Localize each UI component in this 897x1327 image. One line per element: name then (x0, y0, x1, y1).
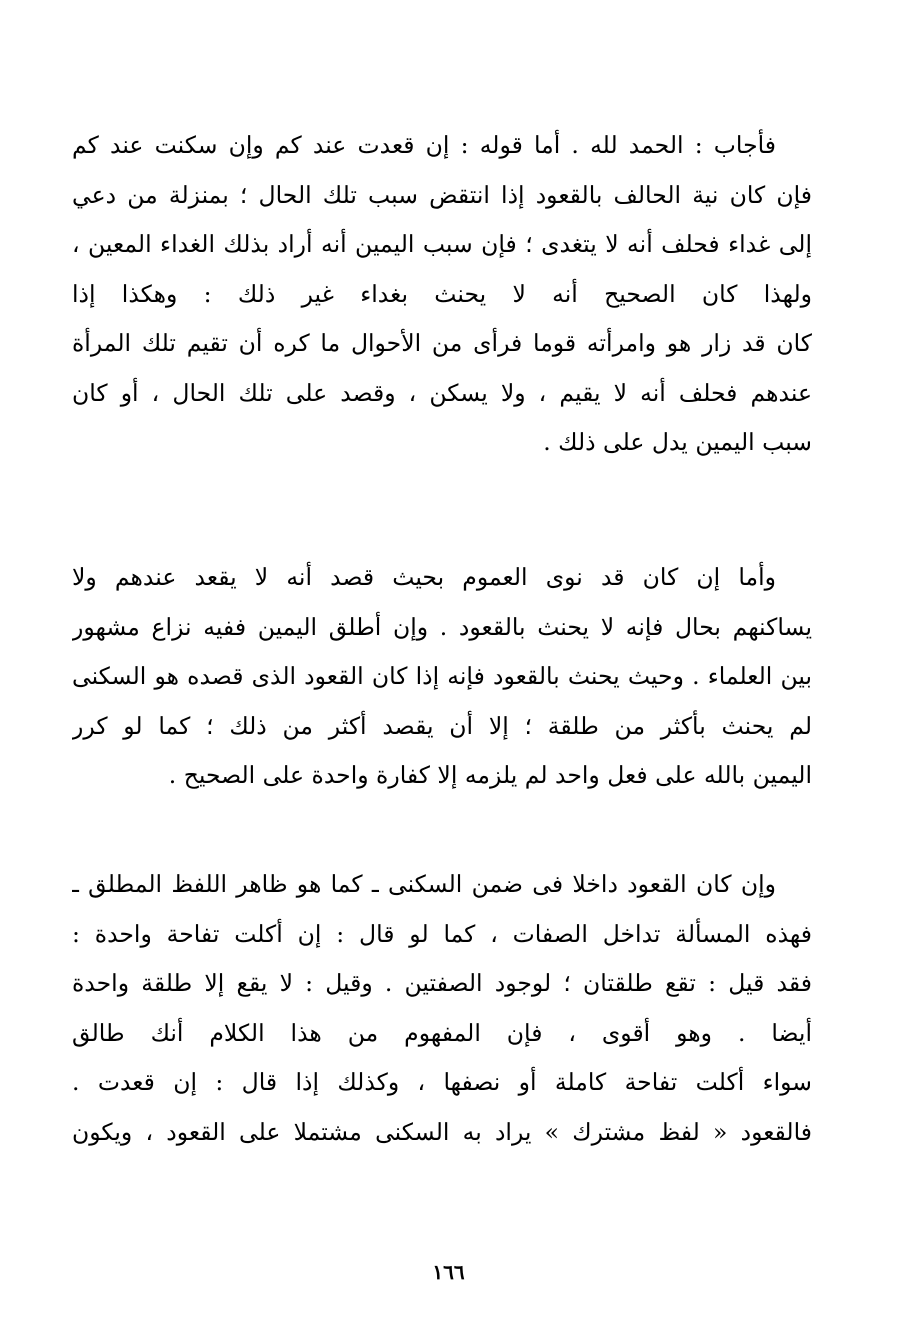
text-line: سبب اليمين يدل على ذلك . (543, 428, 812, 456)
text-line: كان قد زار هو وامرأته قوما فرأى من الأحوال ما كره أن تقيم تلك المرأة (72, 329, 812, 357)
paragraph-3 (72, 860, 812, 1157)
text-line: إلى غداء فحلف أنه لا يتغدى ؛ فإن سبب اليمين أنه أراد بذلك الغداء المعين ، (72, 230, 812, 258)
text-line: ولهذا كان الصحيح أنه لا يحنث بغداء غير ذلك : وهكذا إذا (72, 279, 812, 308)
text-line: فهذه المسألة تداخل الصفات ، كما لو قال : إن أكلت تفاحة واحدة : (72, 919, 812, 948)
text-line: وأما إن كان قد نوى العموم بحيث قصد أنه لا يقعد عندهم ولا (72, 563, 776, 591)
text-line: فقد قيل : تقع طلقتان ؛ لوجود الصفتين . وقيل : لا يقع إلا طلقة واحدة (72, 969, 812, 997)
paragraph-2 (72, 553, 812, 801)
text-line: عندهم فحلف أنه لا يقيم ، ولا يسكن ، وقصد على تلك الحال ، أو كان (72, 378, 812, 407)
text-line: أيضا . وهو أقوى ، فإن المفهوم من هذا الكلام أنك طالق (72, 1018, 812, 1047)
text-line: فإن كان نية الحالف بالقعود إذا انتقض سبب تلك الحال ؛ بمنزلة من دعي (72, 180, 812, 209)
text-line: سواء أكلت تفاحة كاملة أو نصفها ، وكذلك إذا قال : إن قعدت . (72, 1068, 812, 1096)
text-line: فالقعود « لفظ مشترك » يراد به السكنى مشتملا على القعود ، ويكون (72, 1117, 812, 1146)
text-line: اليمين بالله على فعل واحد لم يلزمه إلا كفارة واحدة على الصحيح . (168, 761, 812, 789)
paragraph-1 (72, 121, 812, 468)
page-number: ١٦٦ (432, 1260, 465, 1284)
text-line: بين العلماء . وحيث يحنث بالقعود فإنه إذا كان القعود الذى قصده هو السكنى (72, 662, 812, 690)
text-line: يساكنهم بحال فإنه لا يحنث بالقعود . وإن أطلق اليمين ففيه نزاع مشهور (72, 612, 812, 641)
text-line: لم يحنث بأكثر من طلقة ؛ إلا أن يقصد أكثر من ذلك ؛ كما لو كرر (72, 711, 812, 740)
text-line: فأجاب : الحمد لله . أما قوله : إن قعدت عند كم وإن سكنت عند كم (72, 131, 776, 159)
text-line: وإن كان القعود داخلا فى ضمن السكنى ـ كما هو ظاهر اللفظ المطلق ـ (72, 870, 776, 898)
